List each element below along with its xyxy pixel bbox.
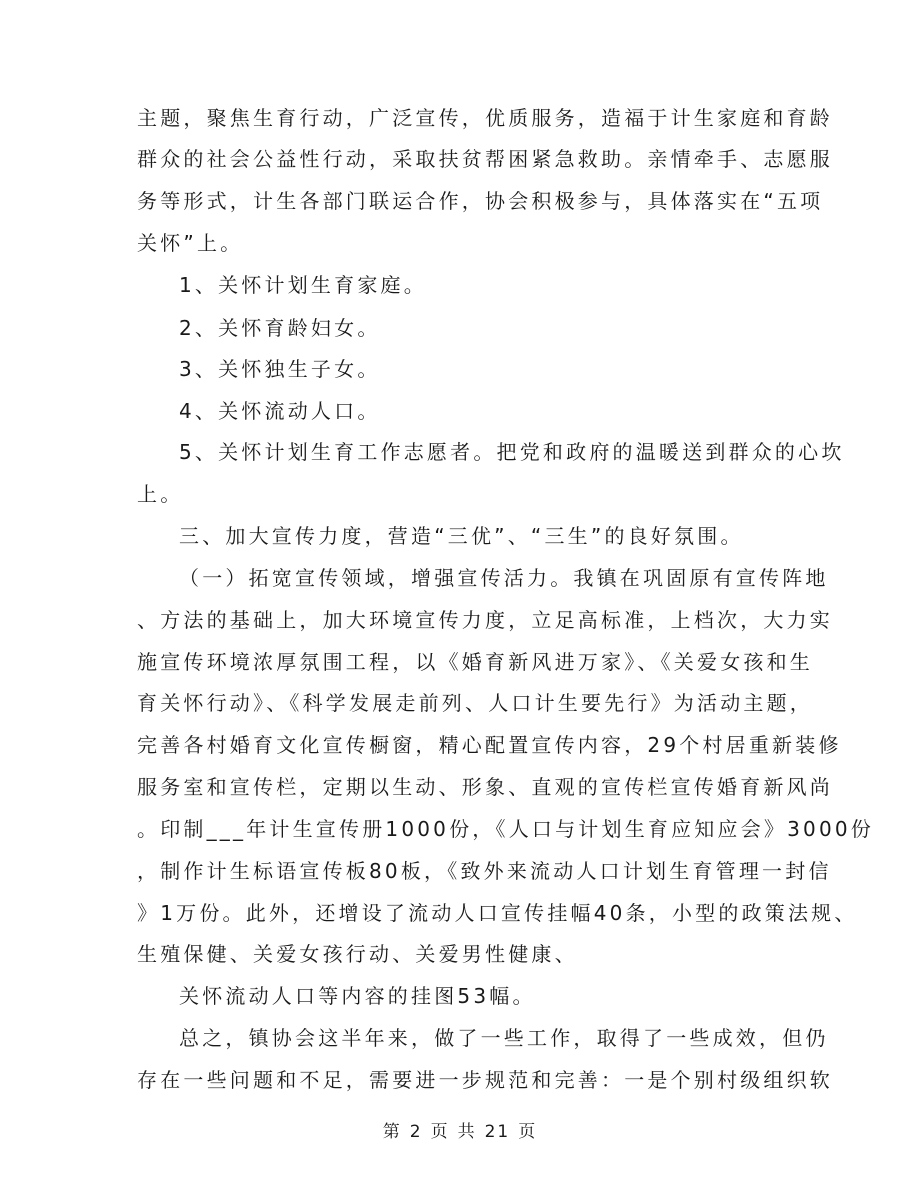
body-line: 生殖保健、关爱女孩行动、关爱男性健康、 [137, 942, 578, 966]
footer-page-word: 页 [430, 1122, 450, 1142]
footer-prefix: 第 [382, 1122, 402, 1142]
list-item: 3、关怀独生子女。 [179, 357, 381, 381]
list-item: 2、关怀育龄妇女。 [179, 316, 381, 340]
body-line: 主题，聚焦生育行动，广泛宣传，优质服务，造福于计生家庭和育龄 [137, 106, 833, 130]
body-line: 》1万份。此外，还增设了流动人口宣传挂幅40条，小型的政策法规、 [137, 901, 858, 925]
list-item: 5、关怀计划生育工作志愿者。把党和政府的温暖送到群众的心坎 [179, 440, 845, 464]
body-line: 群众的社会公益性行动，采取扶贫帮困紧急救助。亲情牵手、志愿服 [137, 147, 833, 171]
body-line: 育关怀行动》、《科学发展走前列、人口计生要先行》为活动主题， [137, 691, 813, 715]
body-line: 关怀流动人口等内容的挂图53幅。 [179, 984, 536, 1008]
body-line: 存在一些问题和不足，需要进一步规范和完善：一是个别村级组织软 [137, 1068, 833, 1092]
footer-total-word: 共 [457, 1122, 477, 1142]
footer-page-number: 2 [409, 1122, 423, 1142]
body-line: 完善各村婚育文化宣传橱窗，精心配置宣传内容，29个村居重新装修 [137, 733, 842, 757]
body-line: 务等形式，计生各部门联运合作，协会积极参与，具体落实在“五项 [137, 189, 824, 213]
footer-total-pages: 21 [484, 1122, 511, 1142]
body-line: 关怀”上。 [137, 231, 244, 255]
footer-suffix: 页 [518, 1122, 538, 1142]
list-item: 4、关怀流动人口。 [179, 399, 381, 423]
body-line: 。印制___年计生宣传册1000份，《人口与计划生育应知应会》3000份 [137, 817, 874, 841]
body-line: ，制作计生标语宣传板80板，《致外来流动人口计划生育管理一封信 [137, 859, 832, 883]
body-line: 总之，镇协会这半年来，做了一些工作，取得了一些成效，但仍 [179, 1026, 829, 1050]
subsection-heading: （一）拓宽宣传领域，增强宣传活力。我镇在巩固原有宣传阵地 [179, 566, 829, 590]
body-line: 上。 [137, 482, 184, 506]
section-heading: 三、加大宣传力度，营造“三优”、“三生”的良好氛围。 [179, 524, 744, 548]
body-line: 服务室和宣传栏，定期以生动、形象、直观的宣传栏宣传婚育新风尚 [137, 775, 833, 799]
list-item: 1、关怀计划生育家庭。 [179, 273, 427, 297]
body-line: 、方法的基础上，加大环境宣传力度，立足高标准，上档次，大力实 [137, 608, 833, 632]
page-footer [0, 1117, 920, 1142]
body-line: 施宣传环境浓厚氛围工程，以《婚育新风进万家》、《关爱女孩和生 [137, 650, 813, 674]
